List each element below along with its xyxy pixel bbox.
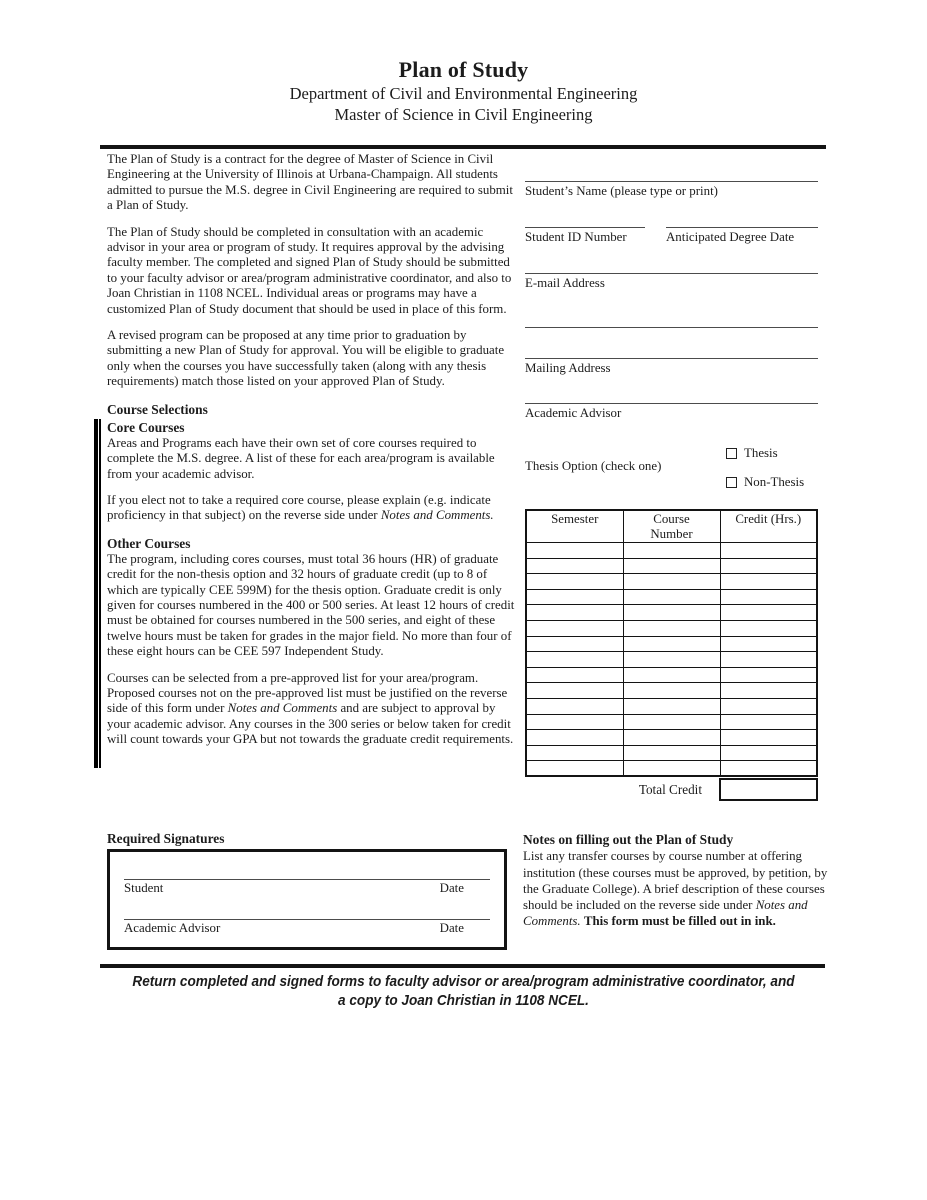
- other-paragraph-2: [107, 671, 517, 748]
- course-table-cell[interactable]: [623, 652, 720, 668]
- course-table-cell[interactable]: [720, 620, 817, 636]
- course-table-row: [526, 605, 817, 621]
- form-header: [0, 0, 927, 125]
- instructions-column: [107, 152, 517, 801]
- course-table-cell[interactable]: [526, 714, 623, 730]
- course-table-cell[interactable]: [526, 667, 623, 683]
- academic-advisor-input[interactable]: [525, 391, 818, 404]
- course-table-cell[interactable]: [623, 605, 720, 621]
- course-table-cell[interactable]: [720, 558, 817, 574]
- course-table-row: [526, 667, 817, 683]
- degree-subtitle: Master of Science in Civil Engineering: [334, 105, 593, 124]
- non-thesis-checkbox[interactable]: [726, 477, 737, 488]
- course-table-cell[interactable]: [720, 698, 817, 714]
- course-table-cell[interactable]: [526, 683, 623, 699]
- course-table-cell[interactable]: [623, 761, 720, 777]
- core-paragraph-2-text: If you elect not to take a required core course, please explain (e.g. indicate proficiency in that subject) on the reverse side under: [107, 492, 491, 523]
- total-credit-input[interactable]: [719, 778, 818, 801]
- course-table-cell[interactable]: [623, 698, 720, 714]
- mailing-address-label: Mailing Address: [525, 361, 611, 375]
- intro-paragraph-1: The Plan of Study is a contract for the degree of Master of Science in Civil Engineering at the University of Illinois at Urbana-Champaign. All students admitted to pursue the M.S. degree in Civil Engineering are required to submit a Plan of Study.: [107, 152, 513, 213]
- thesis-choice[interactable]: [726, 446, 818, 461]
- course-table-cell[interactable]: [623, 667, 720, 683]
- intro-paragraph-2: The Plan of Study should be completed in consultation with an academic advisor in your area or program of study. It requires approval by the advising faculty member. The completed and signed Plan of Study should be submitted to your faculty advisor or area/program administrative coordinator, and also to Joan Christian in 1108 NCEL. Individual areas or programs may have a customized Plan of Study document that should be used in place of this form.: [107, 224, 512, 316]
- course-table-row: [526, 543, 817, 559]
- course-table-cell[interactable]: [623, 620, 720, 636]
- student-id-label: Student ID Number: [525, 230, 627, 244]
- notes-body: [523, 848, 840, 928]
- course-table-row: [526, 730, 817, 746]
- degree-date-input[interactable]: [666, 215, 818, 228]
- course-table-row: [526, 589, 817, 605]
- notes-body-italic: Notes and Comments.: [523, 897, 808, 928]
- course-table-cell[interactable]: [526, 620, 623, 636]
- signatures-box: [107, 849, 507, 950]
- change-marked-section: [107, 419, 517, 748]
- course-table-cell[interactable]: [623, 683, 720, 699]
- course-table-cell[interactable]: [720, 683, 817, 699]
- course-table-cell[interactable]: [720, 714, 817, 730]
- core-paragraph-2-italic: Notes and Comments.: [380, 508, 494, 523]
- required-signatures-heading: Required Signatures: [107, 831, 225, 847]
- notes-heading: Notes on filling out the Plan of Study: [523, 832, 734, 848]
- course-table-cell[interactable]: [526, 698, 623, 714]
- footer-instruction: [125, 973, 801, 1012]
- footer-line-1: Return completed and signed forms to faculty advisor or area/program administrative coordinator, and: [132, 973, 795, 990]
- course-table-cell[interactable]: [720, 761, 817, 777]
- course-table-cell[interactable]: [526, 745, 623, 761]
- student-signature-row: [124, 879, 490, 896]
- course-table: [525, 509, 818, 777]
- core-paragraph-2: [107, 493, 517, 524]
- notes-body-bold: This form must be filled out in ink.: [583, 913, 776, 928]
- course-table-cell[interactable]: [720, 667, 817, 683]
- course-table-cell[interactable]: [526, 652, 623, 668]
- course-table-cell[interactable]: [526, 761, 623, 777]
- course-table-row: [526, 683, 817, 699]
- course-table-cell[interactable]: [720, 730, 817, 746]
- notes-body-text: List any transfer courses by course number at offering institution (these courses must be approved, by petition, by the Graduate College). A brief description of these courses should be included on the reverse side under: [523, 849, 828, 912]
- course-table-cell[interactable]: [526, 558, 623, 574]
- course-table-cell[interactable]: [526, 636, 623, 652]
- course-table-row: [526, 714, 817, 730]
- mailing-address-field: [525, 346, 818, 376]
- course-table-cell[interactable]: [526, 730, 623, 746]
- email-field: [525, 261, 818, 291]
- course-table-cell[interactable]: [623, 558, 720, 574]
- student-name-field: [525, 169, 818, 199]
- course-table-cell[interactable]: [623, 730, 720, 746]
- course-table-cell[interactable]: [526, 543, 623, 559]
- advisor-date-label: Date: [439, 921, 464, 936]
- department-subtitle: Department of Civil and Environmental Engineering: [289, 84, 638, 103]
- other-paragraph-2-text-after: and are subject to approval by your academic advisor. Any courses in the 300 series or below taken for credit will count towards your GPA but not towards the graduate credit requirements.: [107, 701, 514, 747]
- student-signature-label: Student: [124, 881, 164, 896]
- course-table-row: [526, 574, 817, 590]
- course-table-body: [526, 543, 817, 777]
- academic-advisor-label: Academic Advisor: [525, 406, 622, 420]
- thesis-option-row: [525, 442, 818, 490]
- course-table-cell[interactable]: [720, 589, 817, 605]
- course-table-cell[interactable]: [526, 605, 623, 621]
- thesis-checkbox-label: Thesis: [744, 446, 778, 460]
- mailing-address-input-2[interactable]: [525, 346, 818, 359]
- student-date-label: Date: [439, 881, 464, 896]
- course-table-cell[interactable]: [720, 574, 817, 590]
- intro-paragraph-3: A revised program can be proposed at any time prior to graduation by submitting a new Plan of Study for approval. You will be eligible to graduate only when the courses you have successfully taken (along with any thesis requirements) match those listed on your approved Plan of Study.: [107, 328, 505, 389]
- course-table-cell[interactable]: [623, 745, 720, 761]
- course-table-cell[interactable]: [623, 589, 720, 605]
- other-paragraph-2-text: Courses can be selected from a pre-approved list for your area/program. Proposed courses not on the pre-approved list must be justified on the reverse side of this form under: [107, 670, 508, 716]
- student-id-field: [525, 215, 645, 245]
- course-table-row: [526, 698, 817, 714]
- other-paragraph-1: The program, including cores courses, must total 36 hours (HR) of graduate credit for the non-thesis option and 32 hours of graduate credit (up to 8 of which are typically CEE 599M) for the thesis option. Graduate credit is only given for courses numbered in the 400 or 500 series. At least 12 hours of credit must be obtained for courses numbered in the 500 series, and eight of these twelve hours must be taken for grades in the major field. No more than four of these eight hours can be CEE 597 Independent Study.: [107, 551, 515, 659]
- mailing-address-input-1[interactable]: [525, 315, 818, 328]
- student-name-label: Student’s Name (please type or print): [525, 184, 718, 198]
- total-credit-label: Total Credit: [638, 781, 702, 797]
- other-paragraph-2-italic: Notes and Comments: [227, 701, 338, 716]
- course-table-row: [526, 745, 817, 761]
- other-courses-heading: Other Courses: [107, 535, 191, 551]
- thesis-option-label: Thesis Option (check one): [525, 458, 662, 473]
- degree-date-label: Anticipated Degree Date: [666, 230, 795, 244]
- header-divider-rule: [100, 145, 826, 149]
- course-table-row: [526, 761, 817, 777]
- course-table-row: [526, 636, 817, 652]
- total-credit-row: [525, 777, 818, 801]
- course-selections-heading: Course Selections: [107, 401, 208, 417]
- course-table-row: [526, 620, 817, 636]
- course-table-cell[interactable]: [623, 636, 720, 652]
- academic-advisor-field: [525, 391, 818, 421]
- course-table-cell[interactable]: [720, 745, 817, 761]
- advisor-signature-row: [124, 919, 490, 936]
- course-table-cell[interactable]: [720, 605, 817, 621]
- course-table-cell[interactable]: [623, 714, 720, 730]
- course-table-cell[interactable]: [526, 589, 623, 605]
- thesis-checkbox[interactable]: [726, 448, 737, 459]
- advisor-signature-input[interactable]: [124, 919, 490, 920]
- thesis-choices: [726, 442, 818, 490]
- core-paragraph-1: Areas and Programs each have their own set of core courses required to complete the M.S. degree. A list of these for each area/program is available from your academic advisor.: [107, 435, 495, 481]
- student-signature-input[interactable]: [124, 879, 490, 880]
- email-label: E-mail Address: [525, 276, 605, 290]
- student-name-input[interactable]: [525, 169, 818, 182]
- course-table-cell[interactable]: [526, 574, 623, 590]
- credit-hours-column-header: Credit (Hrs.): [720, 510, 817, 543]
- course-table-cell[interactable]: [720, 636, 817, 652]
- mailing-address-line-1: [525, 315, 818, 328]
- course-table-cell[interactable]: [623, 574, 720, 590]
- footer-line-2: a copy to Joan Christian in 1108 NCEL.: [338, 993, 589, 1010]
- main-content: [107, 152, 818, 801]
- email-input[interactable]: [525, 261, 818, 274]
- bottom-section: [107, 831, 840, 950]
- non-thesis-checkbox-label: Non-Thesis: [744, 475, 805, 489]
- non-thesis-choice[interactable]: [726, 475, 818, 490]
- degree-date-field: [666, 215, 818, 245]
- course-table-cell[interactable]: [623, 543, 720, 559]
- advisor-signature-label: Academic Advisor: [124, 921, 221, 936]
- course-number-column-header: Course Number: [623, 510, 720, 543]
- page-title: Plan of Study: [398, 57, 529, 82]
- signatures-block: [107, 831, 507, 950]
- course-table-header: [526, 510, 817, 543]
- form-fields-column: [525, 152, 818, 801]
- core-courses-heading: Core Courses: [107, 419, 185, 435]
- student-id-input[interactable]: [525, 215, 645, 228]
- course-table-cell[interactable]: [720, 652, 817, 668]
- change-bar: [94, 419, 101, 768]
- footer-divider-rule: [100, 964, 825, 968]
- course-table-row: [526, 558, 817, 574]
- notes-block: [523, 831, 840, 950]
- course-table-row: [526, 652, 817, 668]
- semester-column-header: Semester: [526, 510, 623, 543]
- course-table-cell[interactable]: [720, 543, 817, 559]
- id-and-date-row: [525, 215, 818, 245]
